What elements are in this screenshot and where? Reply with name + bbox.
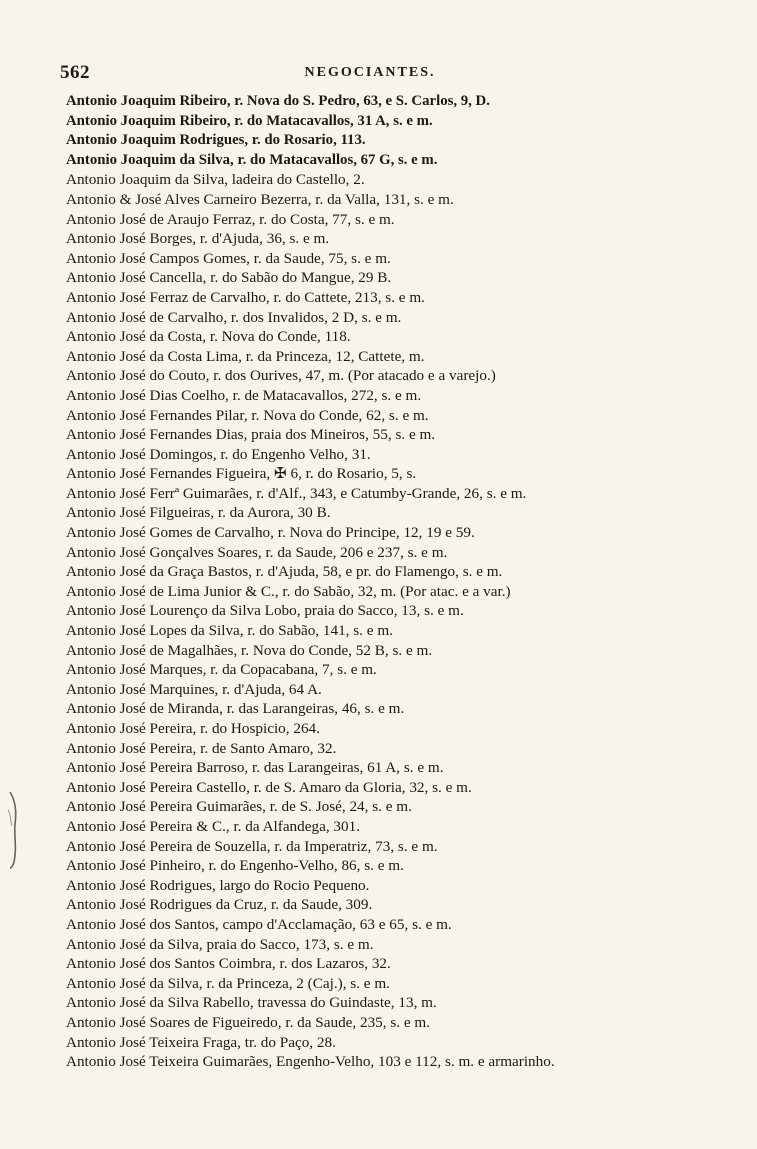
list-item: Antonio Joaquim Rodrigues, r. do Rosario, 113. [66, 132, 366, 149]
list-item: Antonio José Borges, r. d'Ajuda, 36, s. e m. [66, 230, 330, 248]
list-item: Antonio José de Araujo Ferraz, r. do Costa, 77, s. e m. [66, 210, 395, 228]
list-item: Antonio José de Magalhães, r. Nova do Conde, 52 B, s. e m. [66, 641, 433, 659]
page-number: 562 [60, 62, 90, 83]
list-item: Antonio José Rodrigues, largo do Rocio Pequeno. [66, 876, 370, 894]
list-item: Antonio José da Costa Lima, r. da Princeza, 12, Cattete, m. [66, 347, 425, 365]
list-item: Antonio Joaquim Ribeiro, r. Nova do S. Pedro, 63, e S. Carlos, 9, D. [66, 93, 490, 109]
list-item: Antonio José de Miranda, r. das Larangeiras, 46, s. e m. [66, 700, 405, 718]
list-item: Antonio José Fernandes Dias, praia dos Mineiros, 55, s. e m. [66, 426, 436, 444]
list-item: Antonio José Lopes da Silva, r. do Sabão, 141, s. e m. [66, 622, 393, 640]
list-item: Antonio José Pereira, r. do Hospicio, 264. [66, 720, 320, 737]
list-item: Antonio José Domingos, r. do Engenho Velho, 31. [66, 445, 371, 463]
list-item: Antonio José Teixeira Guimarães, Engenho-Velho, 103 e 112, s. m. e armarinho. [66, 1053, 555, 1071]
list-item: Antonio José Gonçalves Soares, r. da Saude, 206 e 237, s. e m. [66, 543, 448, 561]
list-item: Antonio José Marques, r. da Copacabana, 7, s. e m. [66, 661, 377, 679]
list-item: Antonio José de Carvalho, r. dos Invalidos, 2 D, s. e m. [66, 308, 402, 326]
ink-smudge-mark [6, 790, 20, 870]
list-item: Antonio José Campos Gomes, r. da Saude, 75, s. e m. [66, 249, 391, 267]
list-item: Antonio José Teixeira Fraga, tr. do Paço, 28. [66, 1033, 336, 1051]
running-head: NEGOCIANTES. [304, 65, 436, 80]
list-item: Antonio José da Graça Bastos, r. d'Ajuda, 58, e pr. do Flamengo, s. e m. [66, 563, 503, 581]
list-item: Antonio José do Couto, r. dos Ourives, 47, m. (Por atacado e a varejo.) [66, 367, 496, 385]
list-item: Antonio José Ferrª Guimarães, r. d'Alf., 343, e Catumby-Grande, 26, s. e m. [66, 484, 527, 502]
list-item: Antonio José Fernandes Pilar, r. Nova do Conde, 62, s. e m. [66, 406, 429, 424]
list-item: Antonio José da Costa, r. Nova do Conde, 118. [66, 328, 351, 346]
list-item: Antonio José Dias Coelho, r. de Matacavallos, 272, s. e m. [66, 386, 422, 404]
list-item: Antonio José Soares de Figueiredo, r. da Saude, 235, s. e m. [66, 1013, 431, 1031]
list-item: Antonio Joaquim da Silva, r. do Matacavallos, 67 G, s. e m. [66, 151, 438, 168]
list-item: Antonio Joaquim da Silva, ladeira do Castello, 2. [66, 171, 365, 189]
list-item: Antonio José dos Santos Coimbra, r. dos Lazaros, 32. [66, 955, 391, 973]
list-item: Antonio & José Alves Carneiro Bezerra, r. da Valla, 131, s. e m. [66, 190, 454, 208]
list-item: Antonio José Marquines, r. d'Ajuda, 64 A. [66, 680, 322, 698]
merchant-list [66, 92, 716, 1072]
list-item: Antonio José Rodrigues da Cruz, r. da Saude, 309. [66, 896, 373, 914]
list-item: Antonio José Ferraz de Carvalho, r. do Cattete, 213, s. e m. [66, 288, 425, 306]
list-item: Antonio José Pereira, r. de Santo Amaro, 32. [66, 739, 337, 757]
list-item: Antonio José Pereira de Souzella, r. da Imperatriz, 73, s. e m. [66, 837, 438, 855]
list-item: Antonio Joaquim Ribeiro, r. do Matacavallos, 31 A, s. e m. [66, 112, 433, 129]
list-item: Antonio José Pereira Castello, r. de S. Amaro da Gloria, 32, s. e m. [66, 778, 472, 796]
page-header [60, 62, 680, 86]
list-item: Antonio José Lourenço da Silva Lobo, praia do Sacco, 13, s. e m. [66, 602, 464, 620]
list-item: Antonio José Fernandes Figueira, ✠ 6, r. do Rosario, 5, s. [66, 465, 417, 483]
list-item: Antonio José da Silva, praia do Sacco, 173, s. e m. [66, 935, 374, 953]
list-item: Antonio José de Lima Junior & C., r. do Sabão, 32, m. (Por atac. e a var.) [66, 582, 511, 600]
list-item: Antonio José Pinheiro, r. do Engenho-Velho, 86, s. e m. [66, 857, 404, 875]
list-item: Antonio José Cancella, r. do Sabão do Mangue, 29 B. [66, 269, 392, 287]
list-item: Antonio José Pereira Guimarães, r. de S. José, 24, s. e m. [66, 798, 412, 816]
list-item: Antonio José dos Santos, campo d'Acclamação, 63 e 65, s. e m. [66, 915, 452, 933]
list-item: Antonio José Filgueiras, r. da Aurora, 30 B. [66, 504, 331, 522]
list-item: Antonio José Gomes de Carvalho, r. Nova do Principe, 12, 19 e 59. [66, 524, 475, 542]
list-item: Antonio José da Silva, r. da Princeza, 2 (Caj.), s. e m. [66, 974, 390, 992]
list-item: Antonio José Pereira & C., r. da Alfandega, 301. [66, 817, 360, 835]
list-item: Antonio José Pereira Barroso, r. das Larangeiras, 61 A, s. e m. [66, 759, 444, 777]
list-item: Antonio José da Silva Rabello, travessa do Guindaste, 13, m. [66, 994, 437, 1012]
